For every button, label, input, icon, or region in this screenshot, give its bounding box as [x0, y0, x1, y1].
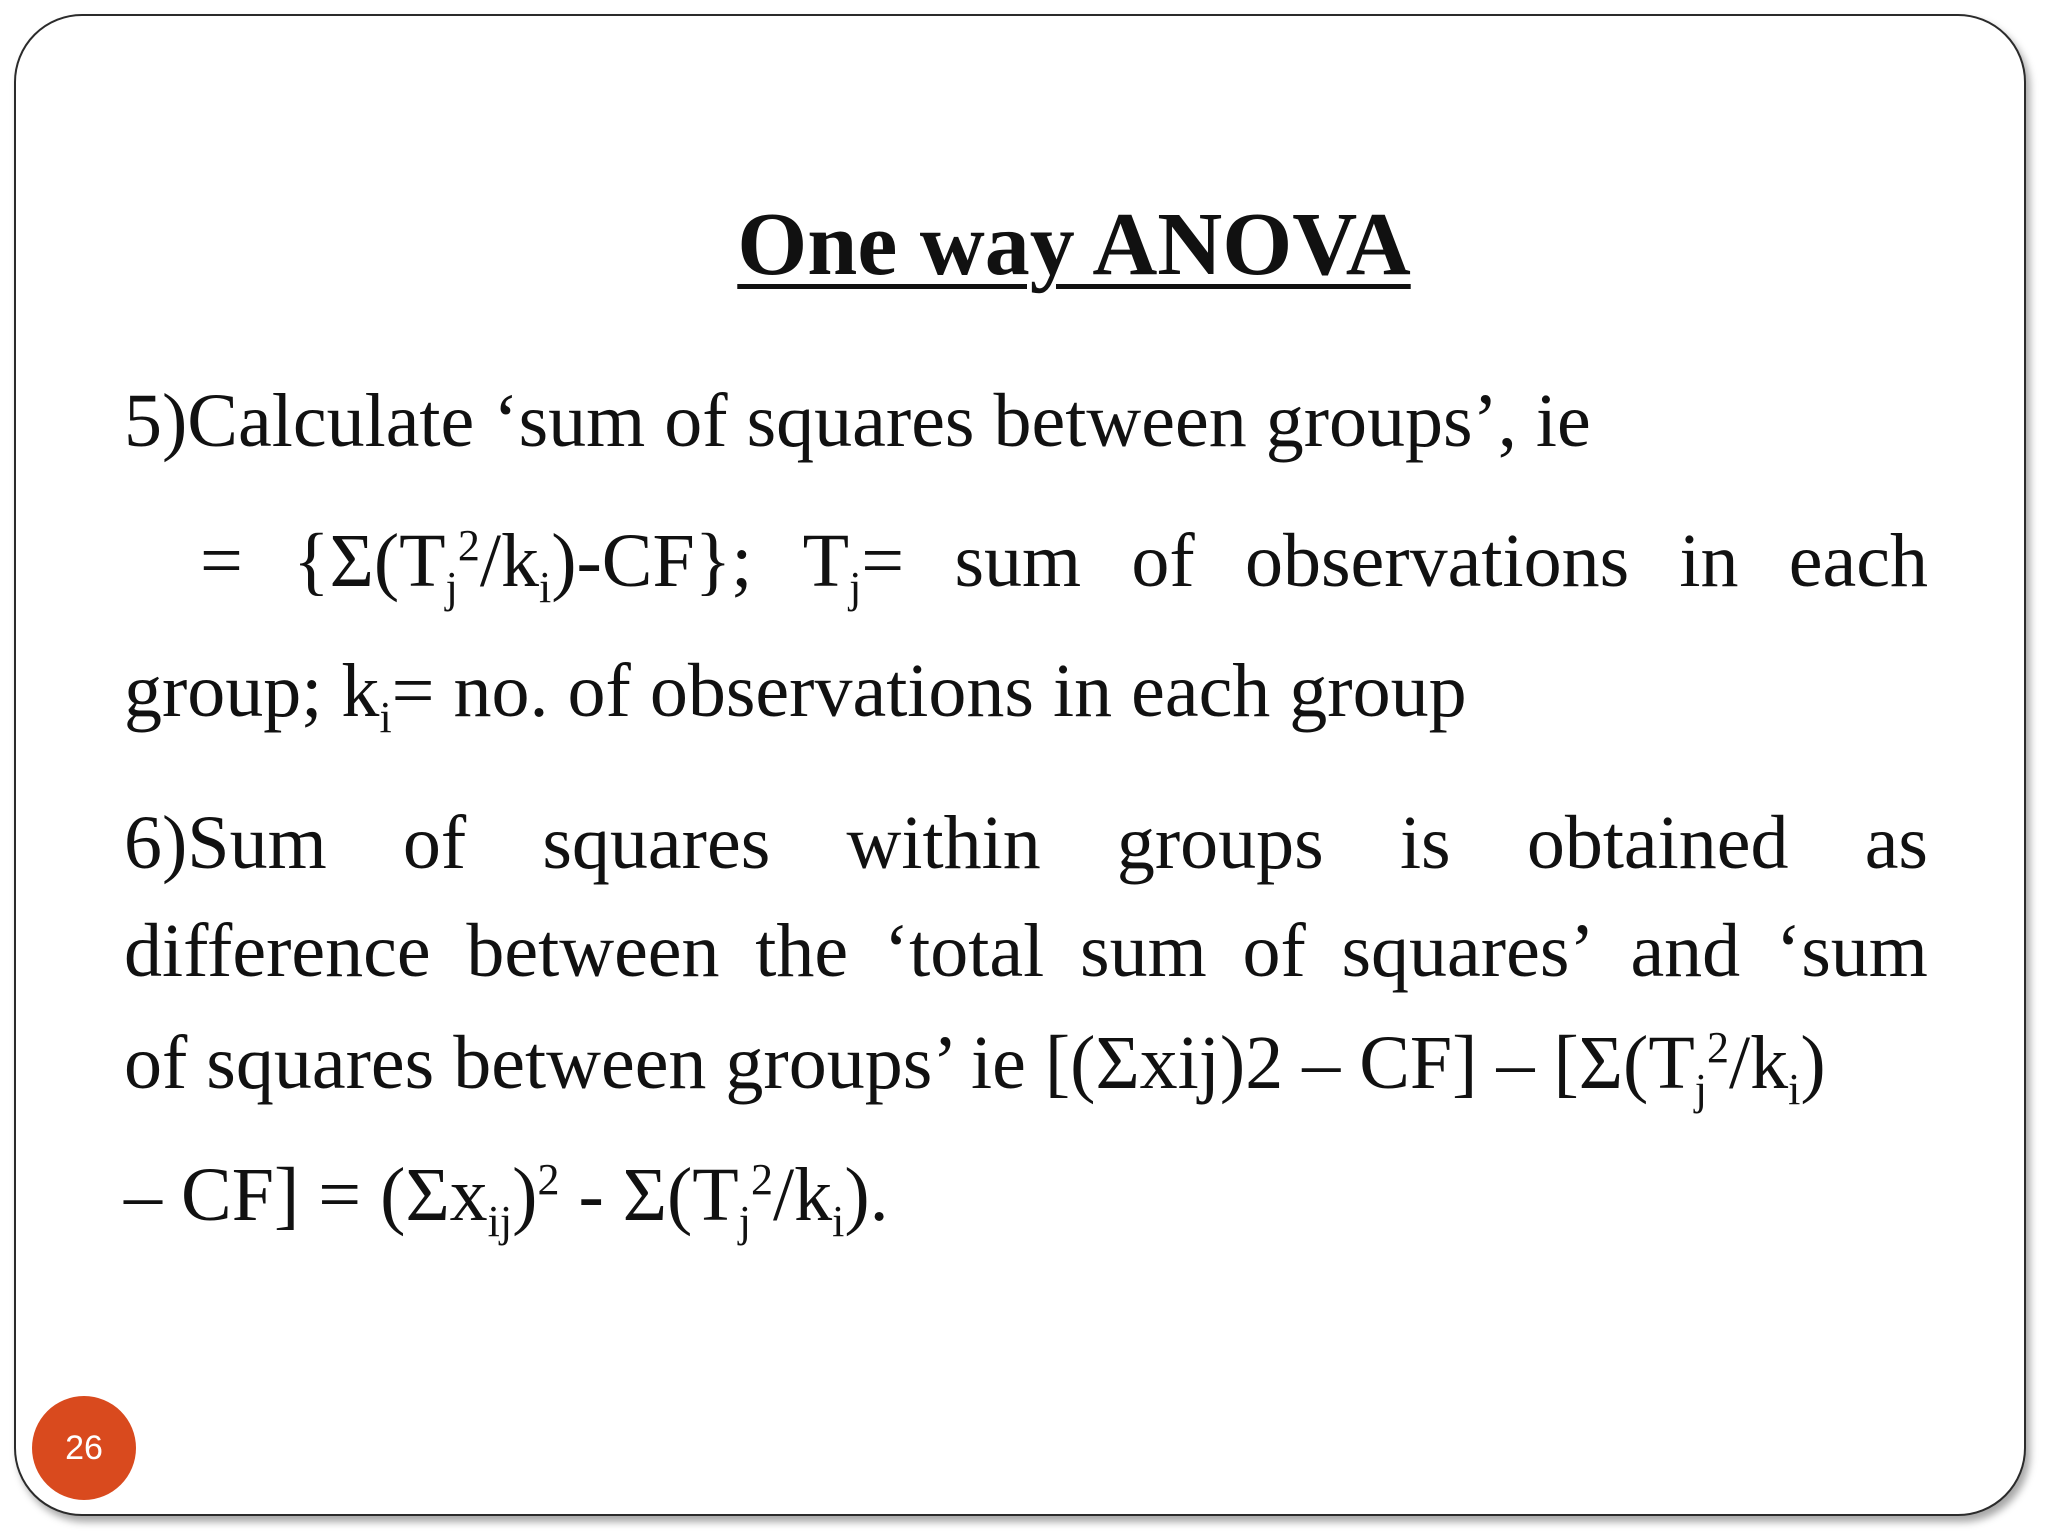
formula-part: )-CF};	[551, 519, 753, 603]
word: and	[1630, 909, 1741, 993]
formula-part: - Σ(T	[559, 1153, 739, 1237]
subscript: i	[379, 693, 392, 742]
formula-part: /k	[772, 1153, 833, 1237]
formula-part: /k	[479, 519, 539, 603]
word: within	[846, 801, 1041, 885]
word: groups	[1116, 801, 1324, 885]
formula-part: )	[1800, 1021, 1826, 1105]
step6-line-1	[124, 798, 1928, 888]
word: of	[1131, 519, 1195, 603]
subscript: j	[738, 1197, 751, 1246]
subscript: i	[1788, 1065, 1801, 1114]
page-number-badge: 26	[32, 1396, 136, 1500]
formula-part: /k	[1729, 1021, 1789, 1105]
word: each	[1788, 519, 1928, 603]
word: squares	[542, 801, 771, 885]
word: of	[1242, 909, 1306, 993]
word: between	[466, 909, 720, 993]
step5-line-1-text: 5)Calculate ‘sum of squares between groups’, ie	[124, 379, 1591, 463]
word: sum	[1080, 909, 1207, 993]
step5-line-2	[200, 516, 1928, 612]
formula-part: of squares between groups’ ie [(Σxij)2 – CF] – [Σ(T	[124, 1021, 1695, 1105]
word: in	[1679, 519, 1739, 603]
subscript: j	[1694, 1065, 1707, 1114]
step6-line-2	[124, 906, 1928, 996]
step5-line-3	[124, 646, 1928, 742]
superscript: 2	[750, 1155, 773, 1204]
superscript: 2	[537, 1155, 560, 1204]
step6-line-3	[124, 1018, 1928, 1114]
formula-part: {Σ(T	[293, 519, 446, 603]
word: obtained	[1526, 801, 1789, 885]
superscript: 2	[457, 521, 480, 570]
word: observations	[1244, 519, 1630, 603]
subscript: j	[445, 563, 458, 612]
formula-part: group; k	[124, 649, 380, 733]
subscript: ij	[487, 1197, 513, 1246]
slide-title: One way ANOVA	[737, 195, 1411, 294]
superscript: 2	[1707, 1023, 1729, 1072]
formula-part: = no. of observations in each group	[391, 649, 1467, 733]
tj-definition	[802, 516, 905, 612]
word: as	[1864, 801, 1928, 885]
formula-part: )	[512, 1153, 538, 1237]
word: ‘sum	[1775, 909, 1928, 993]
word: squares’	[1341, 909, 1595, 993]
word: 6)Sum	[124, 801, 327, 885]
word: is	[1399, 801, 1451, 885]
step6-line-4	[124, 1150, 1928, 1246]
word: ‘total	[883, 909, 1045, 993]
formula-between-groups	[293, 516, 753, 612]
formula-part: ).	[844, 1153, 889, 1237]
formula-part: =	[861, 519, 905, 603]
formula-part: T	[802, 519, 850, 603]
subscript: i	[832, 1197, 845, 1246]
word: of	[402, 801, 467, 885]
word: the	[755, 909, 849, 993]
subscript: j	[849, 563, 862, 612]
formula-part: – CF] = (Σx	[124, 1153, 488, 1237]
subscript: i	[538, 563, 552, 612]
word: sum	[954, 519, 1082, 603]
word: difference	[124, 909, 431, 993]
word: =	[200, 519, 243, 603]
step5-line-1	[124, 376, 1928, 466]
